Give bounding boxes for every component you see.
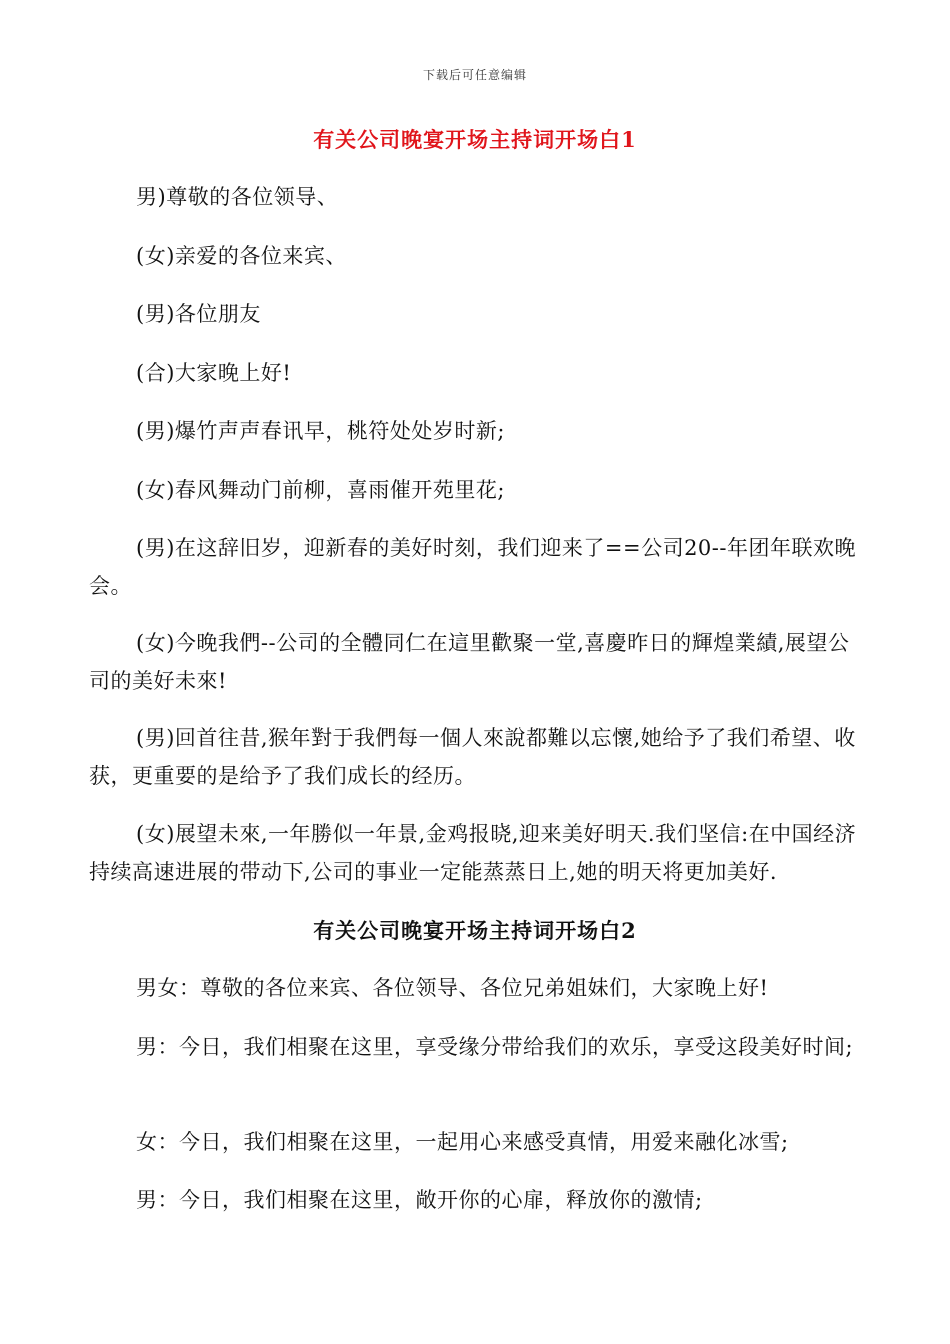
paragraph: (女)亲爱的各位来宾、	[136, 244, 347, 268]
paragraph: (男)爆竹声声春讯早，桃符处处岁时新;	[136, 419, 505, 443]
paragraph: (女)展望未來,一年勝似一年景,金鸡报晓,迎来美好明天.我们坚信:在中国经济持续高速进展的带动下,公司的事业一定能蒸蒸日上,她的明天将更加美好.	[89, 822, 857, 884]
paragraph: (男)在这辞旧岁，迎新春的美好时刻，我们迎来了==公司20--年团年联欢晚会。	[89, 536, 856, 598]
paragraph: 男：今日，我们相聚在这里，敞开你的心扉，释放你的激情;	[136, 1188, 703, 1212]
paragraph: (女)春风舞动门前柳，喜雨催开苑里花;	[136, 478, 505, 502]
paragraph: (女)今晚我們--公司的全體同仁在這里歡聚一堂,喜慶昨日的輝煌業績,展望公司的美好未來!	[89, 631, 850, 693]
section-title-2: 有关公司晚宴开场主持词开场白2	[313, 918, 637, 943]
paragraph: (合)大家晚上好!	[136, 361, 292, 385]
paragraph: 男：今日，我们相聚在这里，享受缘分带给我们的欢乐，享受这段美好时间;	[136, 1035, 854, 1059]
paragraph: 男女：尊敬的各位来宾、各位领导、各位兄弟姐妹们，大家晚上好!	[136, 976, 769, 1000]
paragraph: 女：今日，我们相聚在这里，一起用心来感受真情，用爱来融化冰雪;	[136, 1130, 789, 1154]
paragraph: 男)尊敬的各位领导、	[136, 185, 339, 209]
paragraph: (男)各位朋友	[136, 302, 261, 326]
paragraph: (男)回首往昔,猴年對于我們每一個人來說都難以忘懷,她给予了我们希望、收获，更重要的是给予了我们成长的经历。	[89, 726, 856, 788]
header-note: 下载后可任意编辑	[422, 68, 527, 82]
section-title-1: 有关公司晚宴开场主持词开场白1	[313, 127, 637, 152]
